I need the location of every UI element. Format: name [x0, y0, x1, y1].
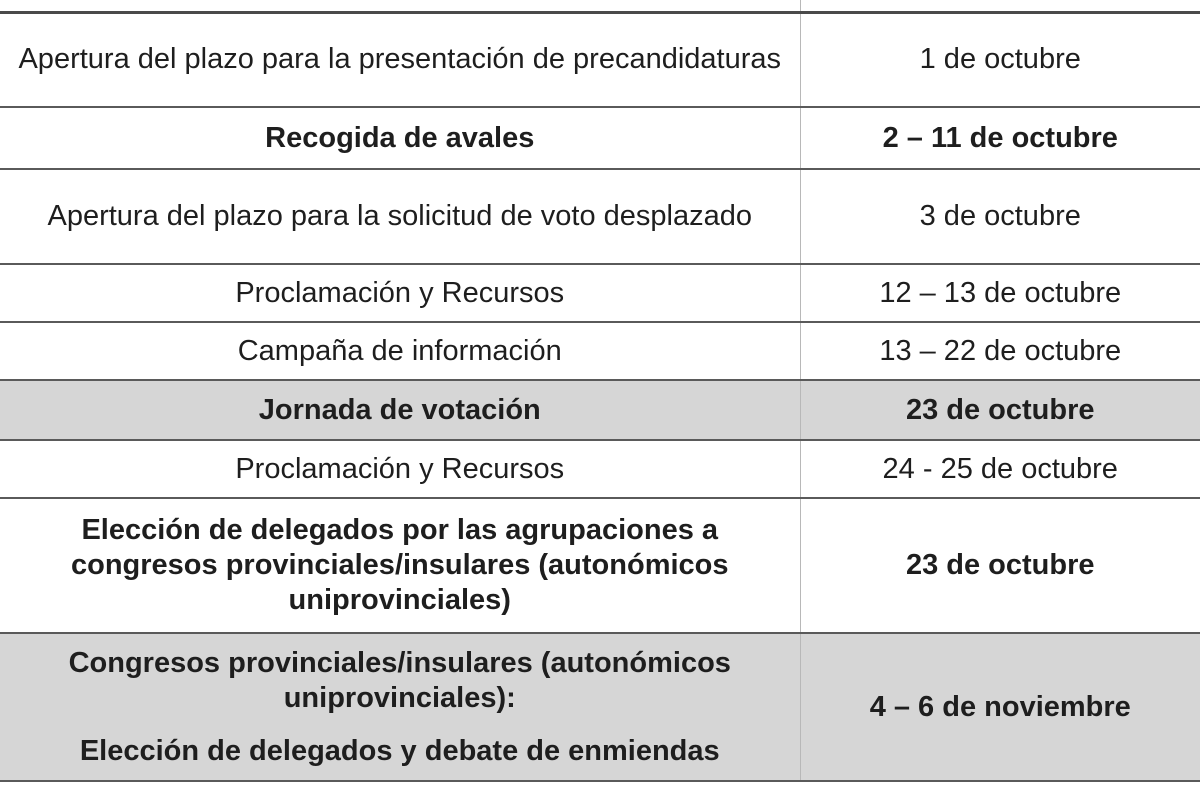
- table-row: [0, 107, 1200, 169]
- table-row: [0, 322, 1200, 380]
- date-cell: 4 – 6 de noviembre: [800, 633, 1200, 781]
- table-row: [0, 440, 1200, 498]
- date-cell: 23 de octubre: [800, 498, 1200, 633]
- date-cell: 1 de octubre: [800, 12, 1200, 107]
- date-cell: 23 de octubre: [800, 380, 1200, 440]
- table-row: [0, 264, 1200, 322]
- table-row: [0, 380, 1200, 440]
- event-line: Congresos provinciales/insulares (autonómicos uniprovinciales):: [68, 646, 731, 714]
- table-row: [0, 12, 1200, 107]
- event-cell: Proclamación y Recursos: [0, 264, 800, 322]
- event-line: Elección de delegados y debate de enmiendas: [79, 734, 720, 767]
- event-cell: Jornada de votación: [0, 380, 800, 440]
- date-cell: 24 - 25 de octubre: [800, 440, 1200, 498]
- event-cell: Apertura del plazo para la presentación de precandidaturas: [0, 12, 800, 107]
- table-row: [0, 0, 1200, 12]
- table-row: [0, 633, 1200, 781]
- event-cell: Recogida de avales: [0, 107, 800, 169]
- table-row: [0, 169, 1200, 264]
- date-cell: 13 – 22 de octubre: [800, 322, 1200, 380]
- event-cell: Proclamación y Recursos: [0, 440, 800, 498]
- event-cell: Campaña de información: [0, 322, 800, 380]
- event-cell: Elección de delegados por las agrupaciones a congresos provinciales/insulares (autonómicos uniprovinciales): [0, 498, 800, 633]
- event-cell: Apertura del plazo para la solicitud de voto desplazado: [0, 169, 800, 264]
- event-cell: [0, 0, 800, 12]
- date-cell: 12 – 13 de octubre: [800, 264, 1200, 322]
- table-row: [0, 498, 1200, 633]
- date-cell: 2 – 11 de octubre: [800, 107, 1200, 169]
- event-cell: [0, 633, 800, 781]
- date-cell: 3 de octubre: [800, 169, 1200, 264]
- date-cell: [800, 0, 1200, 12]
